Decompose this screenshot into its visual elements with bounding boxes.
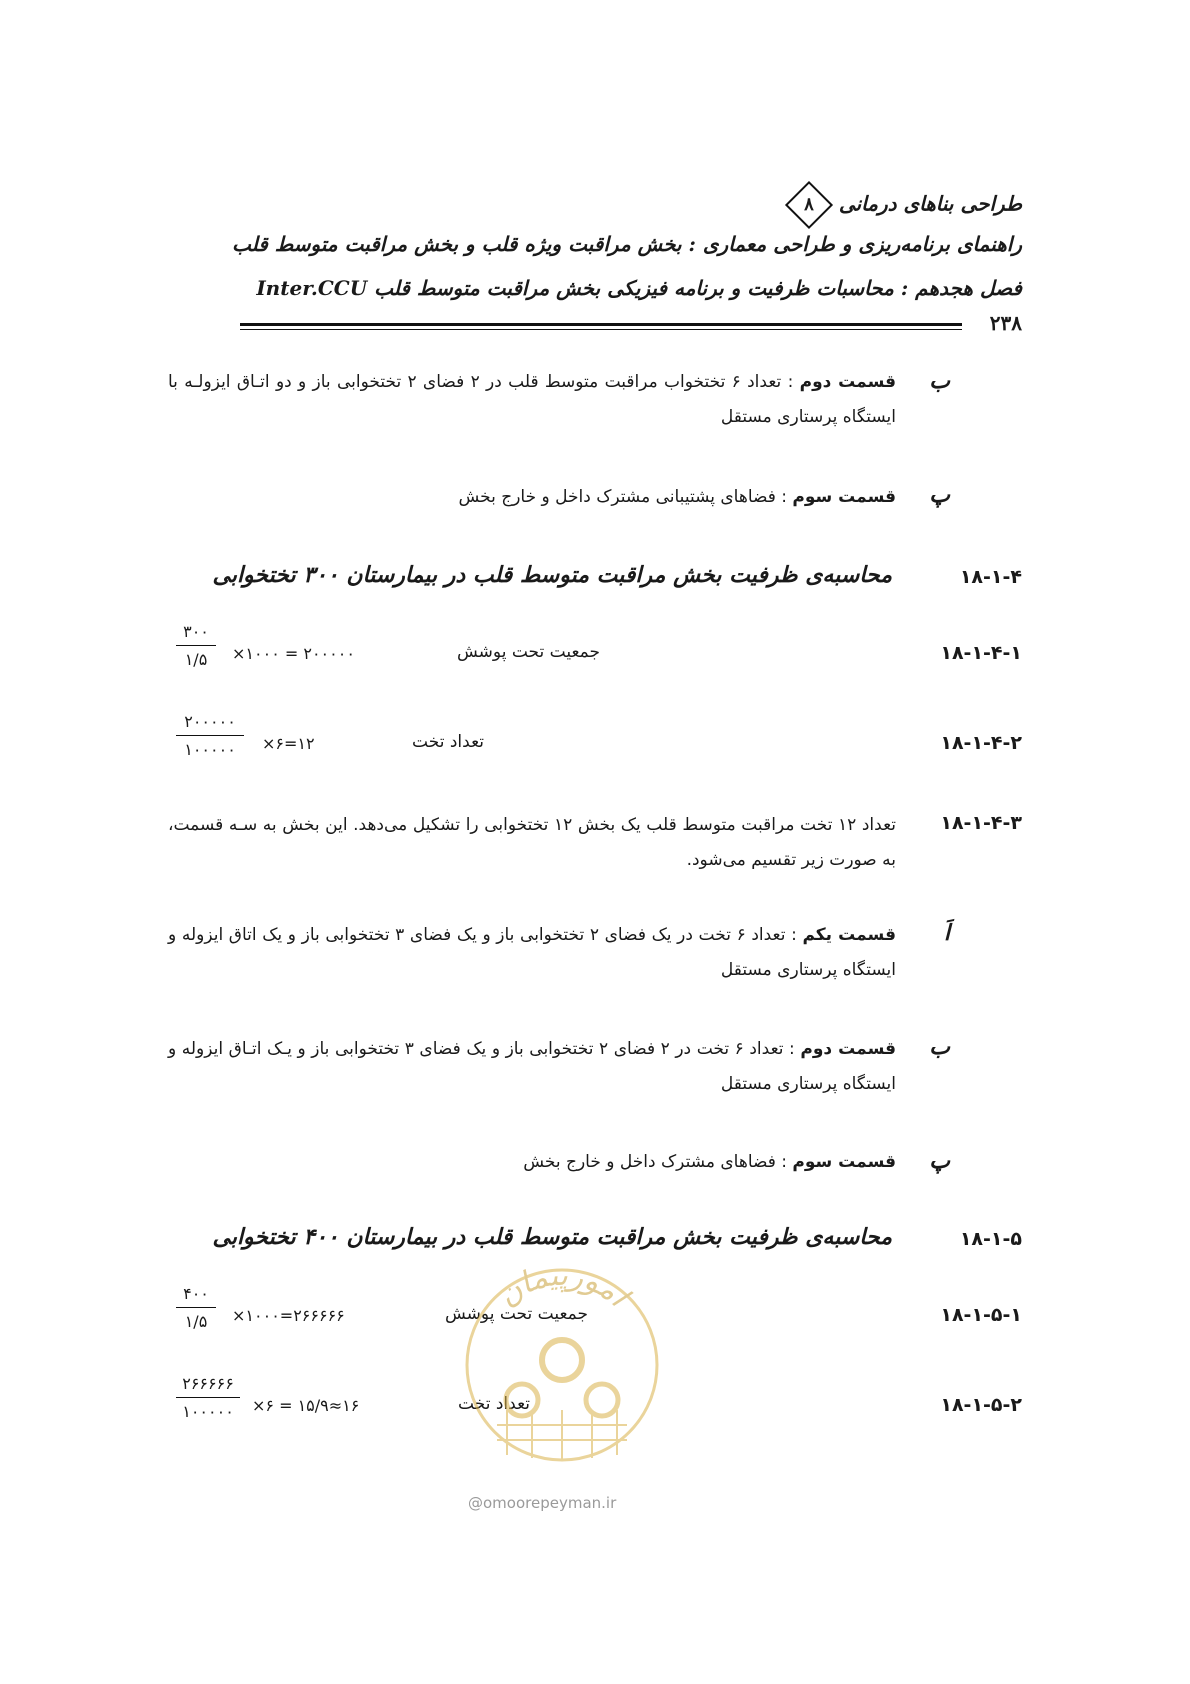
book-title-text: طراحی بناهای درمانی <box>838 191 1022 216</box>
logo-gear <box>542 1340 582 1380</box>
item-marker: ب <box>929 368 950 394</box>
paragraph <box>168 480 896 515</box>
item-marker: پ <box>929 1148 950 1174</box>
fraction-numerator: ۴۰۰ <box>183 1284 209 1303</box>
paragraph-text: : تعداد ۶ تخت در یک فضای ۲ تختخوابی باز و یک فضای ۳ تختخوابی باز و یک اتاق ایزوله و ایستگاه پرستاری مستقل <box>168 925 896 980</box>
paragraph-bold: قسمت سوم <box>792 1152 896 1172</box>
chapter-title-text: فصل هجدهم : محاسبات ظرفیت و برنامه فیزیکی بخش مراقبت متوسط قلب <box>374 276 1022 300</box>
logo-gear-right <box>586 1384 618 1416</box>
header-rule-thick <box>240 323 962 326</box>
subsection-number: ۱۸-۱-۴-۱ <box>940 642 1022 664</box>
chapter-title <box>256 276 1022 300</box>
item-marker: اَ <box>943 920 950 946</box>
formula-label: تعداد تخت <box>458 1394 530 1414</box>
formula-fraction <box>176 1284 216 1331</box>
book-title <box>792 188 1022 222</box>
paragraph <box>168 365 896 435</box>
fraction-numerator: ۲۶۶۶۶۶ <box>182 1374 234 1393</box>
logo-gear-left <box>506 1384 538 1416</box>
subsection-number: ۱۸-۱-۵-۱ <box>940 1304 1022 1326</box>
fraction-numerator: ۲۰۰۰۰۰ <box>184 712 236 731</box>
formula-expression: ×۶=۱۲ <box>262 734 315 753</box>
formula-label: جمعیت تحت پوشش <box>445 1304 588 1324</box>
fraction-bar <box>176 735 244 736</box>
paragraph-bold: قسمت یکم <box>802 925 896 945</box>
paragraph: تعداد ۱۲ تخت مراقبت متوسط قلب یک بخش ۱۲ تختخوابی را تشکیل می‌دهد. این بخش به سـه قسمت، به صورت زیر تقسیم می‌شود. <box>168 815 897 870</box>
subsection-number: ۱۸-۱-۴-۳ <box>940 812 1022 834</box>
subsection-number: ۱۸-۱-۴-۲ <box>940 732 1022 754</box>
watermark-url: @omoorepeyman.ir <box>468 1494 617 1512</box>
logo-arc-text: امورپیمان <box>491 1257 635 1314</box>
paragraph-text: : تعداد ۶ تخت در ۲ فضای ۲ تختخوابی باز و یک فضای ۳ تختخوابی باز و یـک اتـاق ایزوله و ایستگاه پرستاری مستقل <box>168 1039 896 1094</box>
fraction-denominator: ۱۰۰۰۰۰ <box>182 1402 234 1421</box>
chapter-latin: Inter.CCU <box>256 276 368 300</box>
paragraph <box>168 1145 896 1180</box>
section-title: محاسبه‌ی ظرفیت بخش مراقبت متوسط قلب در بیمارستان ۴۰۰ تختخوابی <box>212 1224 892 1250</box>
formula-fraction <box>176 622 216 669</box>
paragraph-text: : فضاهای مشترک داخل و خارج بخش <box>523 1152 788 1172</box>
formula-label: جمعیت تحت پوشش <box>457 642 600 662</box>
formula-expression: ×۱۰۰۰=۲۶۶۶۶۶ <box>232 1306 345 1325</box>
paragraph-text: : تعداد ۶ تختخواب مراقبت متوسط قلب در ۲ فضای ۲ تختخوابی باز و دو اتـاق ایزولـه با ایستگاه پرستاری مستقل <box>168 372 896 427</box>
formula-expression: ×۶ = ۱۵/۹≈۱۶ <box>252 1396 360 1415</box>
formula-expression: ×۱۰۰۰ = ۲۰۰۰۰۰ <box>232 644 355 663</box>
fraction-denominator: ۱۰۰۰۰۰ <box>184 740 236 759</box>
header-rule-thin <box>240 329 962 330</box>
paragraph-bold: قسمت دوم <box>799 372 897 392</box>
paragraph <box>168 918 896 988</box>
paragraph-bold: قسمت سوم <box>792 487 896 507</box>
book-number: ۸ <box>804 194 814 215</box>
paragraph <box>168 1032 896 1102</box>
subsection-number: ۱۸-۱-۵-۲ <box>940 1394 1022 1416</box>
item-marker: پ <box>929 482 950 508</box>
fraction-bar <box>176 1397 240 1398</box>
fraction-bar <box>176 645 216 646</box>
watermark-logo-icon <box>452 1240 672 1480</box>
watermark-logo <box>452 1240 672 1480</box>
paragraph-bold: قسمت دوم <box>800 1039 897 1059</box>
fraction-numerator: ۳۰۰ <box>183 622 209 641</box>
section-number: ۱۸-۱-۴ <box>959 566 1022 588</box>
formula-fraction <box>176 712 244 759</box>
page-number: ۲۳۸ <box>989 311 1022 335</box>
section-number: ۱۸-۱-۵ <box>959 1228 1022 1250</box>
section-title: محاسبه‌ی ظرفیت بخش مراقبت متوسط قلب در بیمارستان ۳۰۰ تختخوابی <box>212 562 892 588</box>
fraction-denominator: ۱/۵ <box>184 1312 208 1331</box>
book-subtitle: راهنمای برنامه‌ریزی و طراحی معماری : بخش مراقبت ویژه قلب و بخش مراقبت متوسط قلب <box>232 232 1022 256</box>
formula-label: تعداد تخت <box>412 732 484 752</box>
item-marker: ب <box>929 1034 950 1060</box>
formula-fraction <box>176 1374 240 1421</box>
fraction-denominator: ۱/۵ <box>184 650 208 669</box>
book-number-badge <box>785 181 833 229</box>
fraction-bar <box>176 1307 216 1308</box>
paragraph-text: : فضاهای پشتیبانی مشترک داخل و خارج بخش <box>458 487 788 507</box>
